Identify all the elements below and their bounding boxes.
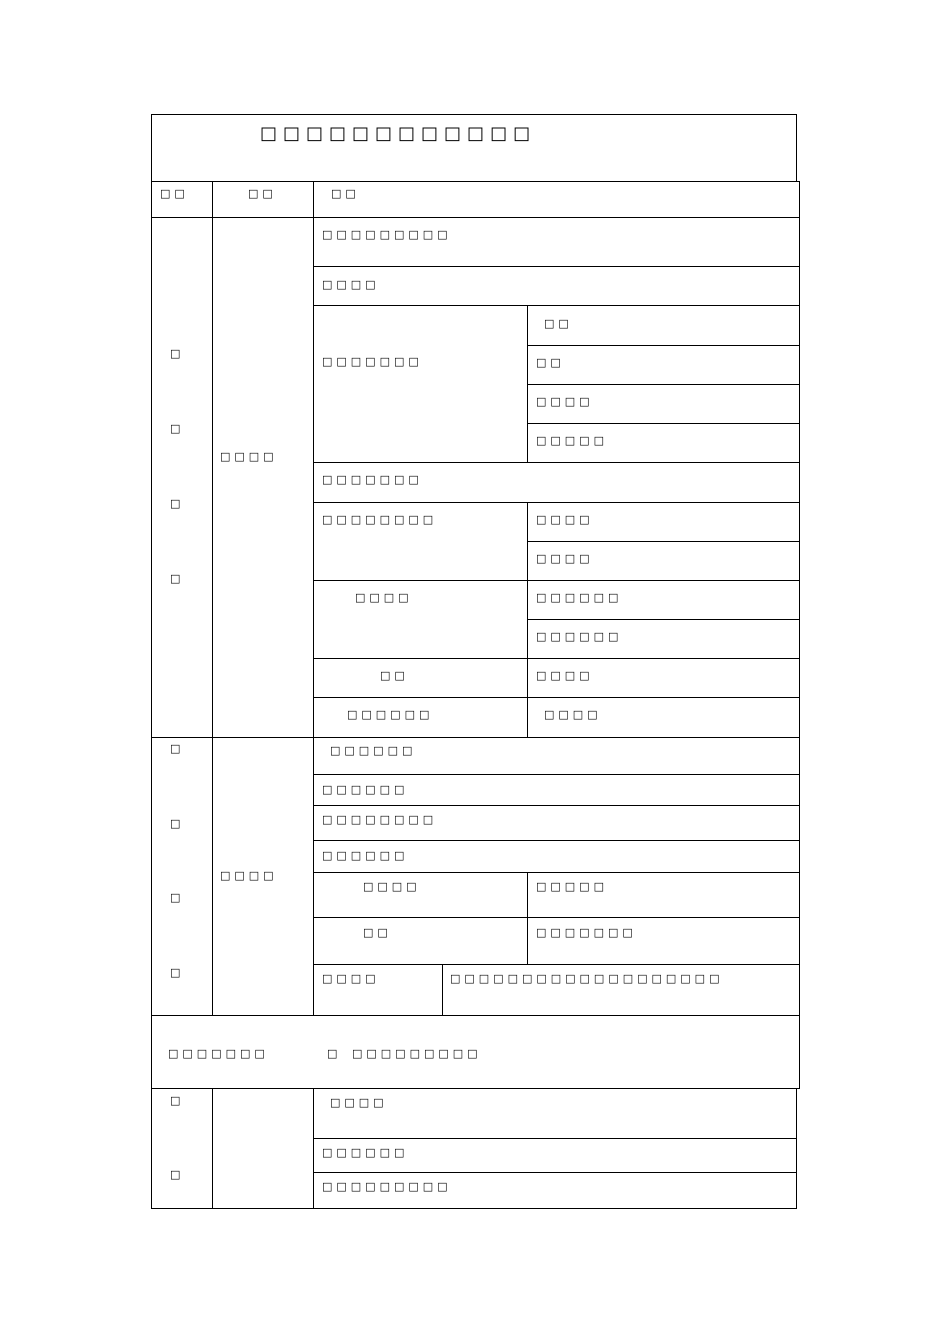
bottom-bar-left: □□□□□□□ xyxy=(168,1047,269,1060)
s3-row2: □□□□□□ xyxy=(322,1146,409,1159)
section2-side-2: □ xyxy=(170,817,185,830)
s1-row3-r4: □□□□□ xyxy=(536,434,608,447)
section1-side-1: □ xyxy=(170,347,185,360)
page-title: □□□□□□□□□□□□ xyxy=(260,123,537,144)
section1-side-4: □ xyxy=(170,572,185,585)
s1-row3-left: □□□□□□□ xyxy=(322,355,423,368)
section1-side-3: □ xyxy=(170,497,185,510)
section1-side-2: □ xyxy=(170,422,185,435)
section2-side-3: □ xyxy=(170,891,185,904)
s1-row6-left: □□□□ xyxy=(355,591,413,604)
s3-row1: □□□□ xyxy=(330,1096,388,1109)
s1-row7-right: □□□□ xyxy=(536,669,594,682)
s2-row1: □□□□□□ xyxy=(330,744,417,757)
section2-category: □□□□ xyxy=(220,869,278,882)
s3-row3: □□□□□□□□□ xyxy=(322,1180,452,1193)
s1-row5-left: □□□□□□□□ xyxy=(322,513,438,526)
s1-row5-r1: □□□□ xyxy=(536,513,594,526)
s1-row3-r2: □□ xyxy=(536,356,565,369)
s1-row7-left: □□ xyxy=(380,669,409,682)
s1-row4: □□□□□□□ xyxy=(322,473,423,486)
s2-row2: □□□□□□ xyxy=(322,783,409,796)
header-col3: □□ xyxy=(331,187,360,200)
s2-row7-right: □□□□□□□□□□□□□□□□□□□ xyxy=(450,972,724,985)
s1-row3-r3: □□□□ xyxy=(536,395,594,408)
section1-category: □□□□ xyxy=(220,450,278,463)
s1-row2: □□□□ xyxy=(322,278,380,291)
section3-side-1: □ xyxy=(170,1094,185,1107)
bottom-bar-right: □□□□□□□□□ xyxy=(352,1047,482,1060)
header-col1: □□ xyxy=(160,187,189,200)
section2-side-4: □ xyxy=(170,966,185,979)
s2-row4: □□□□□□ xyxy=(322,849,409,862)
header-col2: □□ xyxy=(248,187,277,200)
section2-side-1: □ xyxy=(170,742,185,755)
s1-row3-r1: □□ xyxy=(544,317,573,330)
s1-row5-r2: □□□□ xyxy=(536,552,594,565)
s1-row8-left: □□□□□□ xyxy=(347,708,434,721)
s2-row6-left: □□ xyxy=(363,926,392,939)
section3-side-2: □ xyxy=(170,1168,185,1181)
s2-row5-right: □□□□□ xyxy=(536,880,608,893)
s1-row8-right: □□□□ xyxy=(544,708,602,721)
s2-row6-right: □□□□□□□ xyxy=(536,926,637,939)
s1-row1: □□□□□□□□□ xyxy=(322,228,452,241)
s2-row5-left: □□□□ xyxy=(363,880,421,893)
bottom-bar-mid: □ xyxy=(327,1047,342,1060)
s2-row7-left: □□□□ xyxy=(322,972,380,985)
s2-row3: □□□□□□□□ xyxy=(322,813,438,826)
s1-row6-r1: □□□□□□ xyxy=(536,591,623,604)
s1-row6-r2: □□□□□□ xyxy=(536,630,623,643)
